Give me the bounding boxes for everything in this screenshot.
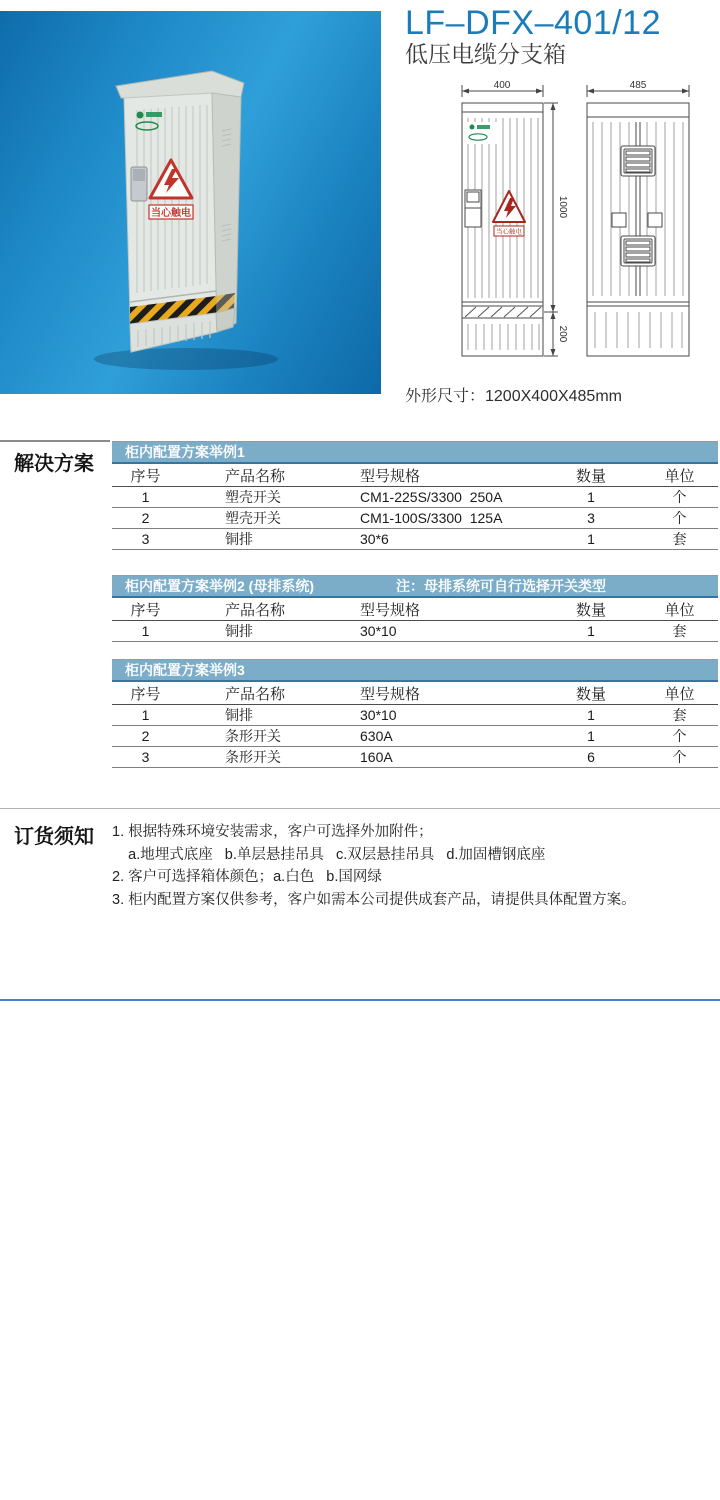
table-header-row <box>112 682 718 705</box>
col-seq: 序号 <box>112 464 179 487</box>
cell-unit: 个 <box>641 487 718 508</box>
config-table-3-title: 柜内配置方案举例3 <box>125 662 245 678</box>
config-table-1-title: 柜内配置方案举例1 <box>125 444 245 460</box>
cell-model: CM1-225S/3300 250A <box>341 487 541 508</box>
config-table-1 <box>112 441 718 550</box>
table-header-row <box>112 598 718 621</box>
front-view-warning-text: 当心触电 <box>496 228 522 236</box>
config-table-3 <box>112 659 718 768</box>
side-view-upper-vent <box>621 146 655 176</box>
table-row <box>112 726 718 747</box>
cabinet-shadow <box>94 348 278 370</box>
front-height-dim: 1000 <box>557 195 568 219</box>
table-row <box>112 621 718 642</box>
cabinet-handle <box>131 167 147 201</box>
cell-qty: 6 <box>541 747 641 768</box>
cabinet-photo-illustration <box>0 11 381 394</box>
table-row <box>112 529 718 550</box>
col-qty: 数量 <box>541 682 641 705</box>
table-header-row <box>112 464 718 487</box>
page-title: LF–DFX–401/12 <box>405 4 661 42</box>
config-table-1-grid <box>112 464 718 550</box>
side-view-drawing <box>587 80 689 356</box>
cell-model: 160A <box>341 747 541 768</box>
config-table-1-bar <box>112 442 718 464</box>
config-table-3-bar <box>112 660 718 682</box>
cell-product: 铜排 <box>179 705 341 726</box>
col-model: 型号规格 <box>341 464 541 487</box>
config-table-2 <box>112 575 718 642</box>
technical-drawings <box>440 80 720 380</box>
solution-section-rule <box>0 440 110 442</box>
order-note-line: a.地埋式底座 b.单层悬挂吊具 c.双层悬挂吊具 d.加固槽钢底座 <box>112 846 546 863</box>
front-view-logo-icon <box>467 122 497 144</box>
warning-label <box>149 205 193 219</box>
cell-seq: 1 <box>112 705 179 726</box>
cell-qty: 1 <box>541 726 641 747</box>
col-model: 型号规格 <box>341 598 541 621</box>
col-product: 产品名称 <box>179 682 341 705</box>
cell-model: CM1-100S/3300 125A <box>341 508 541 529</box>
cell-product: 铜排 <box>179 529 341 550</box>
cell-qty: 3 <box>541 508 641 529</box>
cell-qty: 1 <box>541 529 641 550</box>
cell-seq: 1 <box>112 621 179 642</box>
cell-seq: 2 <box>112 726 179 747</box>
col-qty: 数量 <box>541 464 641 487</box>
cell-seq: 3 <box>112 529 179 550</box>
base-height-dim: 200 <box>557 325 568 343</box>
col-seq: 序号 <box>112 682 179 705</box>
cell-product: 塑壳开关 <box>179 487 341 508</box>
side-view-lower-vent <box>621 236 655 266</box>
side-view-right-knockout <box>648 213 662 227</box>
order-section-heading: 订货须知 <box>14 826 94 848</box>
config-table-3-grid <box>112 682 718 768</box>
order-note-line: 2. 客户可选择箱体颜色；a.白色 b.国网绿 <box>112 869 382 885</box>
config-table-2-grid <box>112 598 718 642</box>
cell-qty: 1 <box>541 705 641 726</box>
config-table-2-title: 柜内配置方案举例2 (母排系统) <box>125 578 314 594</box>
order-note-line: 3. 柜内配置方案仅供参考，客户如需本公司提供成套产品，请提供具体配置方案。 <box>112 891 636 908</box>
cell-unit: 个 <box>641 508 718 529</box>
table-row <box>112 705 718 726</box>
page-subtitle: 低压电缆分支箱 <box>405 41 566 67</box>
col-model: 型号规格 <box>341 682 541 705</box>
side-view-left-knockout <box>612 213 626 227</box>
table-row <box>112 508 718 529</box>
front-view-handle <box>465 190 481 227</box>
overall-dimensions: 外形尺寸：1200X400X485mm <box>405 388 622 405</box>
table-row <box>112 487 718 508</box>
front-view-drawing <box>462 80 568 356</box>
cell-model: 30*10 <box>341 621 541 642</box>
cell-qty: 1 <box>541 621 641 642</box>
cell-unit: 套 <box>641 529 718 550</box>
table-row <box>112 747 718 768</box>
cell-unit: 个 <box>641 726 718 747</box>
col-unit: 单位 <box>641 598 718 621</box>
col-qty: 数量 <box>541 598 641 621</box>
side-width-dim: 485 <box>629 80 647 91</box>
warning-label-text: 当心触电 <box>151 208 191 219</box>
cell-product: 塑壳开关 <box>179 508 341 529</box>
cell-seq: 1 <box>112 487 179 508</box>
cell-seq: 3 <box>112 747 179 768</box>
col-product: 产品名称 <box>179 598 341 621</box>
col-seq: 序号 <box>112 598 179 621</box>
order-section-rule <box>0 808 720 809</box>
order-notes <box>112 821 712 911</box>
cell-unit: 个 <box>641 747 718 768</box>
front-width-dim: 400 <box>493 80 511 91</box>
col-product: 产品名称 <box>179 464 341 487</box>
config-table-2-bar <box>112 576 718 598</box>
cell-model: 30*10 <box>341 705 541 726</box>
cell-unit: 套 <box>641 705 718 726</box>
solution-section-heading: 解决方案 <box>14 453 94 475</box>
product-photo <box>0 11 381 394</box>
drawings-svg <box>440 80 720 380</box>
cell-qty: 1 <box>541 487 641 508</box>
order-note-line: 1. 根据特殊环境安装需求，客户可选择外加附件； <box>112 824 433 840</box>
cell-unit: 套 <box>641 621 718 642</box>
col-unit: 单位 <box>641 682 718 705</box>
col-unit: 单位 <box>641 464 718 487</box>
config-table-2-note: 注：母排系统可自行选择开关类型 <box>396 578 606 594</box>
cell-product: 铜排 <box>179 621 341 642</box>
cell-model: 30*6 <box>341 529 541 550</box>
cell-product: 条形开关 <box>179 747 341 768</box>
cabinet-roof <box>116 71 244 98</box>
cell-seq: 2 <box>112 508 179 529</box>
cell-product: 条形开关 <box>179 726 341 747</box>
bottom-divider <box>0 999 720 1001</box>
cell-model: 630A <box>341 726 541 747</box>
